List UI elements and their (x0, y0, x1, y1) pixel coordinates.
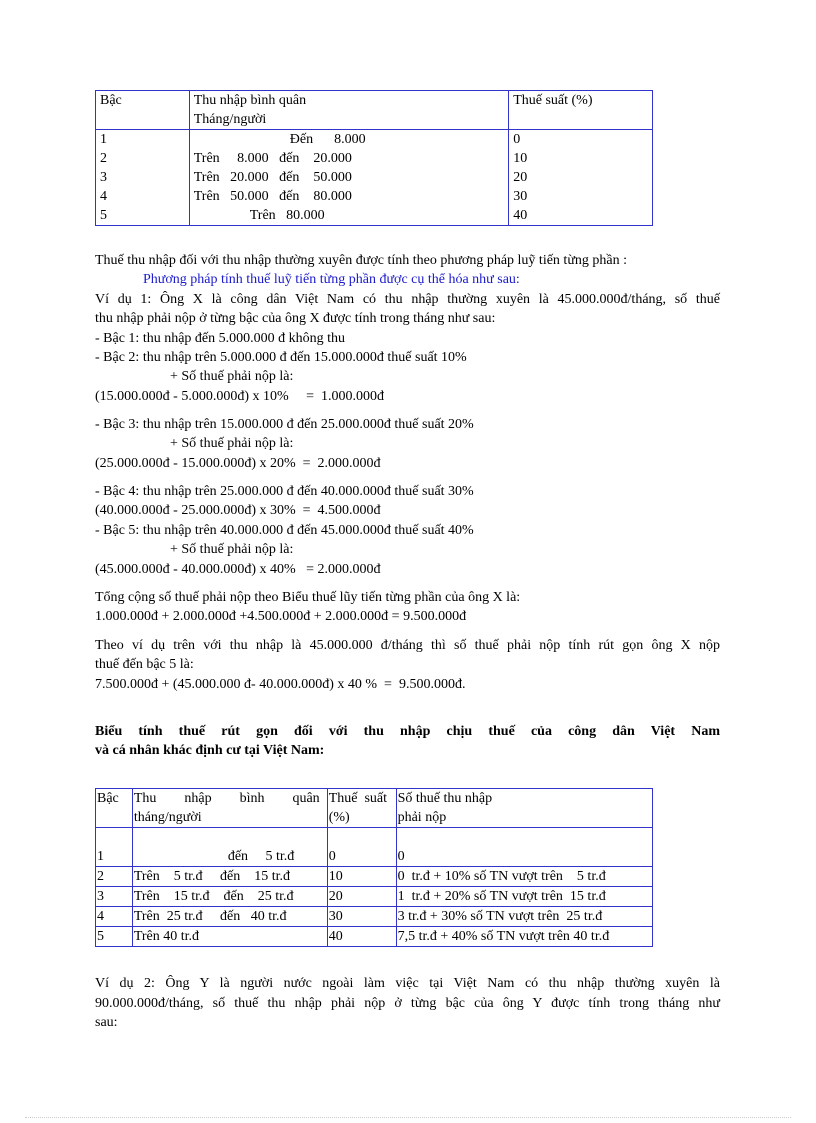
row-level: 2 (96, 149, 190, 168)
tax-rate-table-1 (95, 90, 653, 226)
bracket2-sub: + Số thuế phải nộp là: (170, 369, 294, 384)
bracket2-calc: (15.000.000đ - 5.000.000đ) x 10% = 1.000.000đ (95, 389, 385, 404)
row-income: Trên 20.000 đến 50.000 (189, 168, 508, 187)
row-level: 4 (96, 187, 190, 206)
row-rate: 20 (509, 168, 653, 187)
row-income: Trên 80.000 (189, 206, 508, 226)
bracket3-calc: (25.000.000đ - 15.000.000đ) x 20% = 2.000.000đ (95, 456, 381, 471)
example1-line1: Ví dụ 1: Ông X là công dân Việt Nam có thu nhập thường xuyên là 45.000.000đ/tháng, số thuế (95, 292, 720, 307)
row-level: 3 (96, 168, 190, 187)
table-row (96, 867, 653, 887)
table-row (96, 927, 653, 947)
header-income (189, 91, 508, 130)
header-income-line2: Tháng/người (193, 112, 267, 127)
row-rate: 40 (509, 206, 653, 226)
row-rate: 20 (327, 887, 396, 907)
row-rate: 30 (327, 907, 396, 927)
tax-rate-table-2 (95, 788, 653, 947)
row-tax: 3 tr.đ + 30% số TN vượt trên 25 tr.đ (396, 907, 652, 927)
row-level: 1 (96, 828, 133, 867)
example2-line3: sau: (95, 1015, 118, 1030)
header-level: Bậc (96, 91, 190, 130)
bracket2: - Bậc 2: thu nhập trên 5.000.000 đ đến 15.000.000đ thuế suất 10% (95, 350, 467, 365)
header-income-line1: Thu nhập bình quân (193, 93, 307, 108)
bracket1: - Bậc 1: thu nhập đến 5.000.000 đ không thu (95, 331, 346, 346)
row-rate: 10 (509, 149, 653, 168)
row-level: 5 (96, 927, 133, 947)
bracket3: - Bậc 3: thu nhập trên 15.000.000 đ đến 25.000.000đ thuế suất 20% (95, 417, 474, 432)
method-subtitle: Phương pháp tính thuế luỹ tiến từng phần được cụ thể hóa như sau: (143, 272, 520, 287)
row-rate: 30 (509, 187, 653, 206)
table-row (96, 887, 653, 907)
header-income-line1: Thu nhập bình quân (133, 791, 320, 806)
row-income: đến 5 tr.đ (132, 828, 327, 867)
row-income: Trên 50.000 đến 80.000 (189, 187, 508, 206)
row-income: Trên 8.000 đến 20.000 (189, 149, 508, 168)
row-tax: 0 (396, 828, 652, 867)
row-rate: 0 (509, 130, 653, 150)
example2-line1: Ví dụ 2: Ông Y là người nước ngoài làm việc tại Việt Nam có thu nhập thường xuyên là (95, 976, 720, 991)
row-income: Trên 25 tr.đ đến 40 tr.đ (132, 907, 327, 927)
header-rate (327, 789, 396, 828)
section-heading-line2: và cá nhân khác định cư tại Việt Nam: (95, 743, 325, 758)
row-tax: 7,5 tr.đ + 40% số TN vượt trên 40 tr.đ (396, 927, 652, 947)
shortcut-line1: Theo ví dụ trên với thu nhập là 45.000.000 đ/tháng thì số thuế phải nộp tính rút gọn ông X nộp (95, 638, 720, 653)
header-tax (396, 789, 652, 828)
shortcut-line2: thuế đến bậc 5 là: (95, 657, 194, 672)
table-row (96, 149, 653, 168)
row-income: Trên 40 tr.đ (132, 927, 327, 947)
header-level: Bậc (96, 789, 133, 828)
table-row (96, 130, 653, 150)
header-tax-line2: phải nộp (397, 810, 447, 825)
table-header-row (96, 91, 653, 130)
row-level: 3 (96, 887, 133, 907)
header-rate-line1: Thuế suất (328, 791, 388, 806)
paragraph-progressive-tax: Thuế thu nhập đối với thu nhập thường xuyên được tính theo phương pháp luỹ tiến từng phần : (95, 253, 628, 268)
table-row (96, 907, 653, 927)
bracket3-sub: + Số thuế phải nộp là: (170, 436, 294, 451)
table-row (96, 168, 653, 187)
header-income-line2: tháng/người (133, 810, 202, 825)
header-tax-line1: Số thuế thu nhập (397, 791, 493, 806)
bracket4: - Bậc 4: thu nhập trên 25.000.000 đ đến 40.000.000đ thuế suất 30% (95, 484, 474, 499)
row-rate: 10 (327, 867, 396, 887)
row-level: 2 (96, 867, 133, 887)
table-row (96, 187, 653, 206)
row-level: 5 (96, 206, 190, 226)
total-label: Tổng cộng số thuế phải nộp theo Biểu thuế lũy tiến từng phần của ông X là: (95, 590, 521, 605)
header-rate-line2: (%) (328, 810, 350, 825)
table-row (96, 206, 653, 226)
row-income: Đến 8.000 (189, 130, 508, 150)
bracket4-calc: (40.000.000đ - 25.000.000đ) x 30% = 4.500.000đ (95, 503, 381, 518)
header-income (132, 789, 327, 828)
row-tax: 0 tr.đ + 10% số TN vượt trên 5 tr.đ (396, 867, 652, 887)
table-row (96, 828, 653, 867)
row-income: Trên 15 tr.đ đến 25 tr.đ (132, 887, 327, 907)
row-level: 4 (96, 907, 133, 927)
page-bottom-divider (25, 1117, 791, 1118)
bracket5-sub: + Số thuế phải nộp là: (170, 542, 294, 557)
example2-line2: 90.000.000đ/tháng, số thuế thu nhập phải nộp ở từng bậc của ông Y được tính trong tháng như (95, 996, 720, 1011)
bracket5-calc: (45.000.000đ - 40.000.000đ) x 40% = 2.000.000đ (95, 562, 381, 577)
example1-line2: thu nhập phải nộp ở từng bậc của ông X được tính trong tháng như sau: (95, 311, 496, 326)
table-header-row (96, 789, 653, 828)
row-level: 1 (96, 130, 190, 150)
total-calc: 1.000.000đ + 2.000.000đ +4.500.000đ + 2.000.000đ = 9.500.000đ (95, 609, 467, 624)
bracket5: - Bậc 5: thu nhập trên 40.000.000 đ đến 45.000.000đ thuế suất 40% (95, 523, 474, 538)
header-rate: Thuế suất (%) (509, 91, 653, 130)
row-rate: 40 (327, 927, 396, 947)
row-rate: 0 (327, 828, 396, 867)
shortcut-calc: 7.500.000đ + (45.000.000 đ- 40.000.000đ) x 40 % = 9.500.000đ. (95, 677, 466, 692)
row-tax: 1 tr.đ + 20% số TN vượt trên 15 tr.đ (396, 887, 652, 907)
row-income: Trên 5 tr.đ đến 15 tr.đ (132, 867, 327, 887)
section-heading-line1: Biểu tính thuế rút gọn đối với thu nhập chịu thuế của công dân Việt Nam (95, 724, 720, 739)
